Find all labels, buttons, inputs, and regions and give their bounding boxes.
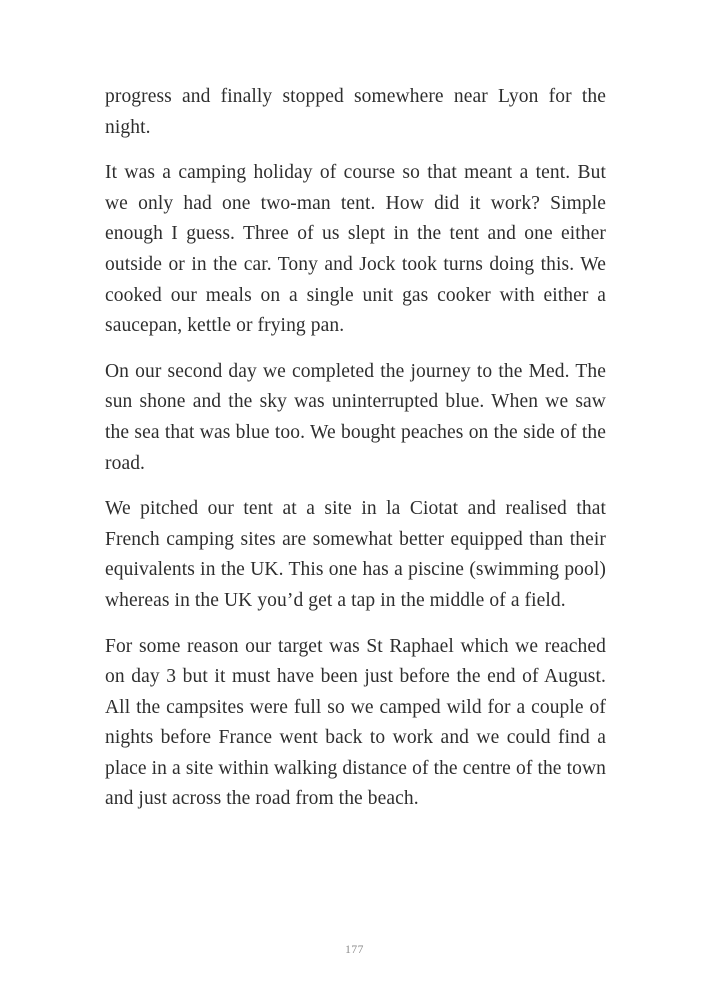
paragraph: progress and finally stopped somewhere near Lyon for the night. (105, 86, 606, 138)
paragraph: For some reason our target was St Raphael which we reached on day 3 but it must have been just before the end of August. All the campsites were full so we camped wild for a couple of nights before France went back to work and we could find a place in a site within walking distance of the centre of the town and just across the road from the beach. (105, 635, 606, 810)
page-text-block (105, 82, 606, 815)
paragraph: On our second day we completed the journey to the Med. The sun shone and the sky was uninterrupted blue. When we saw the sea that was blue too. We bought peaches on the side of the road. (105, 360, 606, 474)
paragraph: We pitched our tent at a site in la Ciotat and realised that French camping sites are somewhat better equipped than their equivalents in the UK. This one has a piscine (swimming pool) whereas in the UK you’d get a tap in the middle of a field. (105, 498, 606, 611)
paragraph: It was a camping holiday of course so that meant a tent. But we only had one two-man tent. How did it work? Simple enough I guess. Three of us slept in the tent and one either outside or in the car. Tony and Jock took turns doing this. We cooked our meals on a single unit gas cooker with either a saucepan, kettle or frying pan. (105, 162, 606, 337)
page-number: 177 (345, 944, 364, 956)
